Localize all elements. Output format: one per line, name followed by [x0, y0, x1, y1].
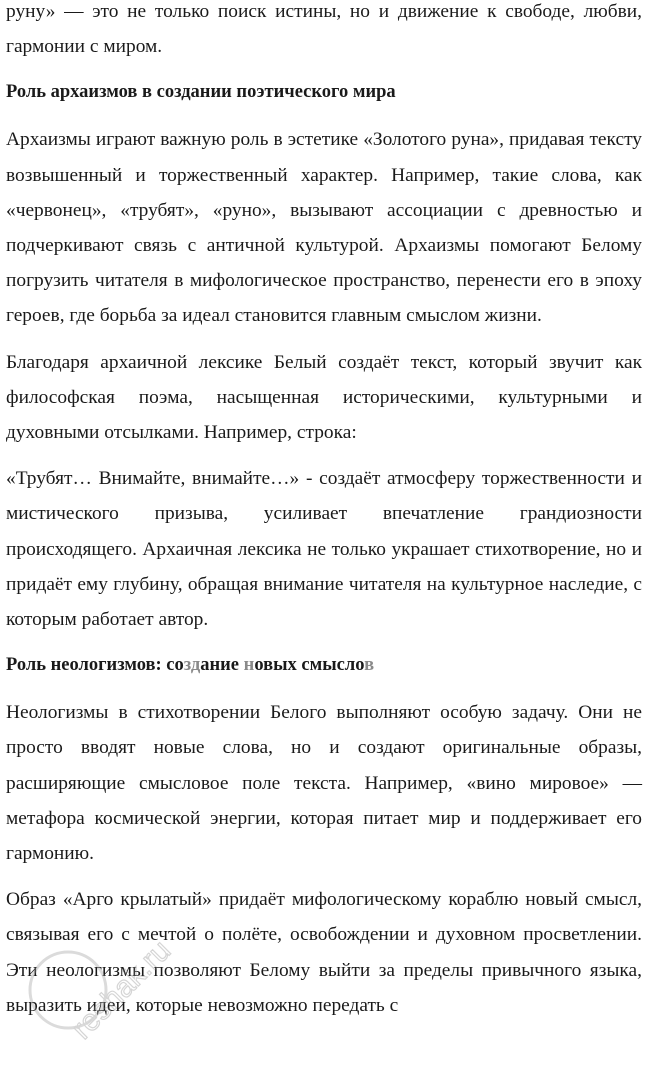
watermark-text: reshak.ru — [65, 933, 178, 1040]
heading-part-faded: зд — [183, 655, 201, 676]
heading-part: Роль неологизмов: со — [6, 655, 184, 676]
heading-part: овых смысло — [254, 655, 365, 676]
archaisms-paragraph-2: Благодаря архаичной лексике Белый создаёт текст, который звучит как философская поэма, насыщенная историческими, культурными и духовными отсылками. Например, строка: — [6, 351, 642, 444]
intro-paragraph-tail: руну» — это не только поиск истины, но и движение к свободе, любви, гармонии с миром. — [6, 1, 642, 58]
section-heading-neologisms — [6, 648, 642, 683]
neologisms-paragraph-1: Неологизмы в стихотворении Белого выполняют особую задачу. Они не просто вводят новые слова, но и создают оригинальные образы, расширяющие смысловое поле текста. Например, «вино мировое» — метафора космической энергии, которая питает мир и поддерживает его гармонию. — [6, 702, 642, 865]
heading-part-faded: в — [364, 655, 375, 676]
heading-part-faded: н — [243, 655, 255, 676]
archaisms-paragraph-1: Архаизмы играют важную роль в эстетике «Золотого руна», придавая тексту возвышенный и торжественный характер. Например, такие слова, как «червонец», «трубят», «руно», вызывают ассоциации с древностью и подчеркивают связь с античной культурой. Архаизмы помогают Белому погрузить читателя в мифологическое пространство, перенести его в эпоху героев, где борьба за идеал становится главным смыслом жизни. — [6, 129, 642, 327]
section-heading-archaisms: Роль архаизмов в создании поэтического мира — [6, 82, 396, 103]
neologisms-paragraph-2: Образ «Арго крылатый» придаёт мифологическому кораблю новый смысл, связывая его с мечтой о полёте, освобождении и духовном просветлении. Эти неологизмы позволяют Белому выйти за пределы привычного языка, выразить идеи, которые невозможно передать с — [6, 889, 642, 1016]
archaisms-paragraph-3: «Трубят… Внимайте, внимайте…» - создаёт атмосферу торжественности и мистического призыва, усиливает впечатление грандиозности происходящего. Архаичная лексика не только украшает стихотворение, но и придаёт ему глубину, обращая внимание читателя на культурное наследие, с которым работает автор. — [6, 468, 642, 631]
heading-part: ание — [200, 655, 244, 676]
